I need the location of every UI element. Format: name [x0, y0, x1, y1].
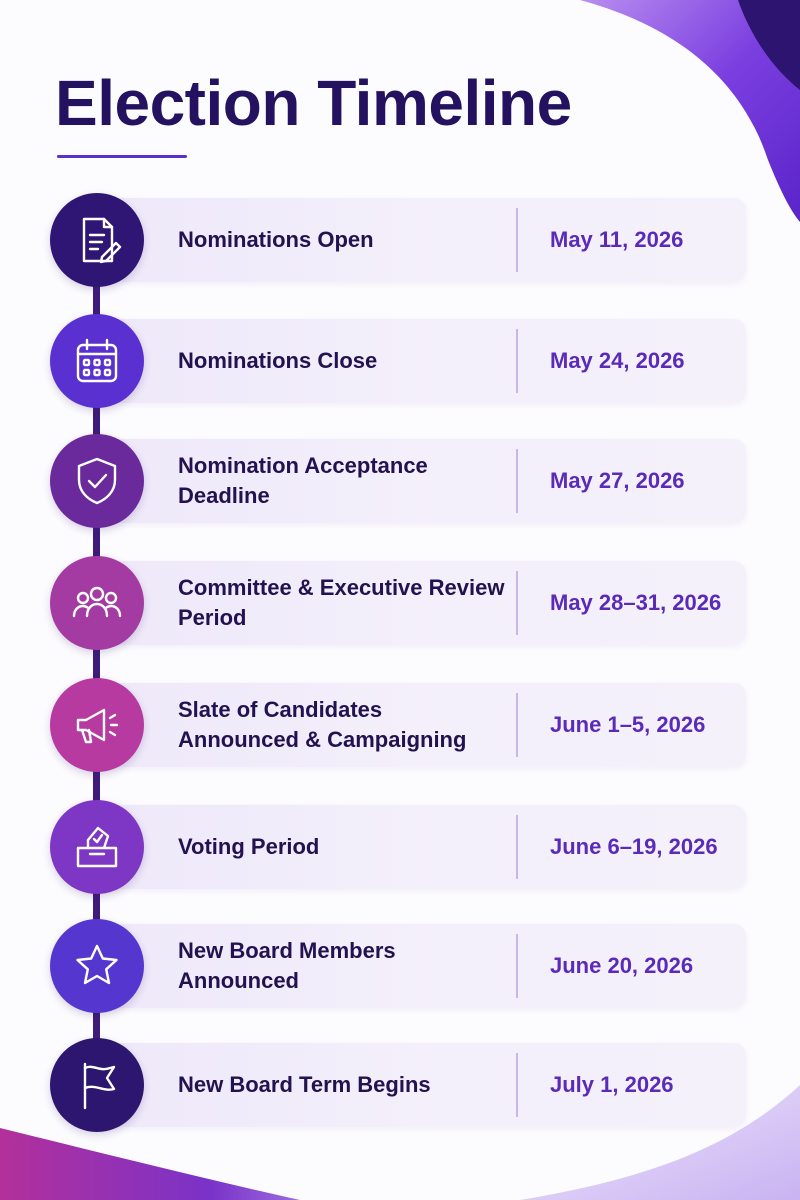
step-label: New Board Members Announced [178, 938, 396, 993]
step-date: May 11, 2026 [550, 227, 684, 252]
document-pen-icon [68, 211, 126, 269]
step-label: Committee & Executive Review Period [178, 575, 505, 630]
megaphone-icon [68, 696, 126, 754]
step-label: Slate of Candidates Announced & Campaigning [178, 697, 467, 752]
step-icon-circle [50, 919, 144, 1013]
people-group-icon [68, 574, 126, 632]
flag-icon [68, 1056, 126, 1114]
timeline-step-board-announced [0, 924, 800, 1008]
step-icon-circle [50, 556, 144, 650]
step-date: July 1, 2026 [550, 1072, 674, 1097]
step-date: May 24, 2026 [550, 348, 685, 373]
step-date: May 28–31, 2026 [550, 590, 722, 615]
timeline-step-slate-announced [0, 683, 800, 767]
step-divider [516, 571, 518, 635]
step-divider [516, 208, 518, 272]
step-date: May 27, 2026 [550, 468, 685, 493]
step-icon-circle [50, 314, 144, 408]
step-label: Nomination Acceptance Deadline [178, 453, 428, 508]
shield-check-icon [68, 452, 126, 510]
timeline-step-term-begins [0, 1043, 800, 1127]
page-title: Election Timeline [55, 67, 572, 139]
timeline-step-voting-period [0, 805, 800, 889]
step-icon-circle [50, 678, 144, 772]
timeline-step-nominations-close [0, 319, 800, 403]
step-divider [516, 815, 518, 879]
timeline-step-acceptance-deadline [0, 439, 800, 523]
step-icon-circle [50, 1038, 144, 1132]
step-label: New Board Term Begins [178, 1072, 431, 1097]
star-icon [68, 937, 126, 995]
timeline-step-nominations-open [0, 198, 800, 282]
step-divider [516, 1053, 518, 1117]
ballot-box-icon [68, 818, 126, 876]
step-date: June 20, 2026 [550, 953, 694, 978]
step-divider [516, 329, 518, 393]
calendar-icon [68, 332, 126, 390]
step-label: Nominations Open [178, 227, 374, 252]
step-date: June 1–5, 2026 [550, 712, 706, 737]
step-divider [516, 693, 518, 757]
timeline-step-review-period [0, 561, 800, 645]
step-divider [516, 449, 518, 513]
step-label: Nominations Close [178, 348, 378, 373]
step-divider [516, 934, 518, 998]
step-icon-circle [50, 800, 144, 894]
step-icon-circle [50, 193, 144, 287]
step-label: Voting Period [178, 834, 320, 859]
step-date: June 6–19, 2026 [550, 834, 718, 859]
step-icon-circle [50, 434, 144, 528]
